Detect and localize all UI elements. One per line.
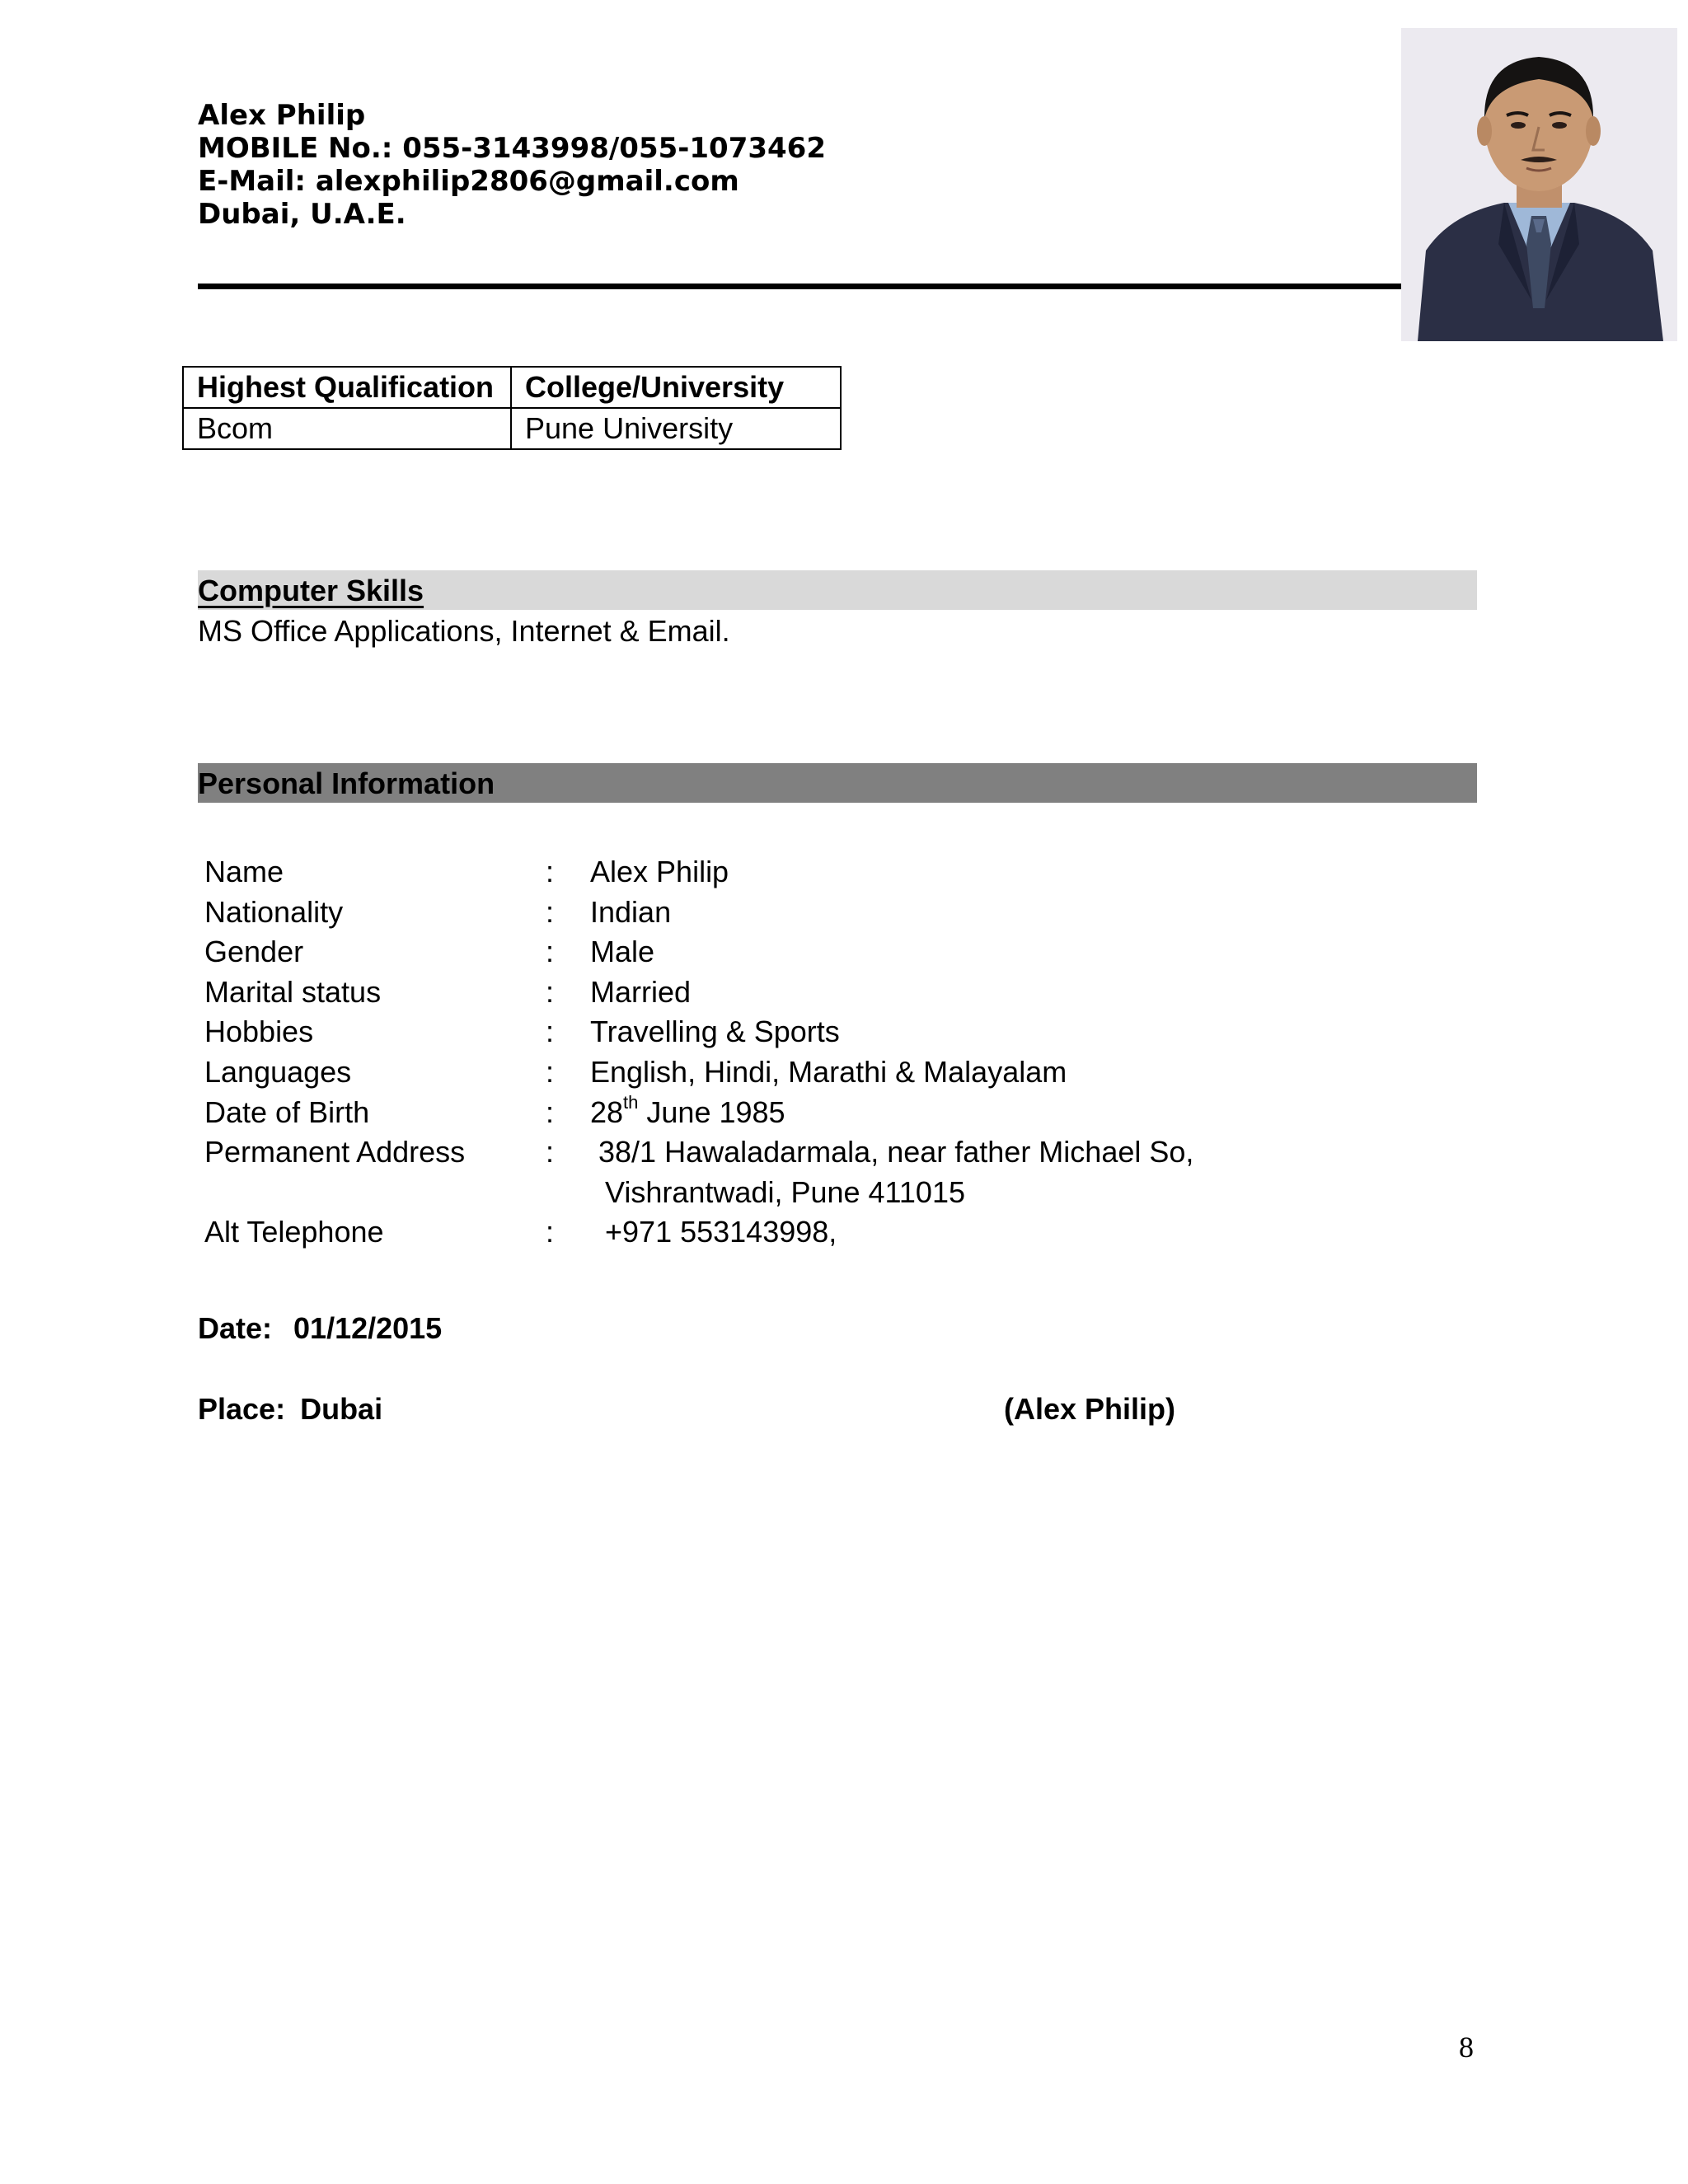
info-value: Male — [590, 935, 655, 969]
candidate-name: Alex Philip — [198, 99, 366, 132]
info-value: English, Hindi, Marathi & Malayalam — [590, 1054, 1067, 1089]
email-address: E-Mail: alexphilip2806@gmail.com — [198, 165, 739, 198]
info-value — [590, 1093, 785, 1132]
place-line — [198, 1390, 382, 1429]
date-value: 01/12/2015 — [293, 1311, 443, 1345]
info-label: Date of Birth — [204, 1094, 370, 1129]
info-separator: : — [546, 935, 555, 969]
computer-skills-heading — [198, 570, 1477, 610]
info-label: Alt Telephone — [204, 1215, 384, 1249]
info-value: Indian — [590, 894, 672, 929]
profile-photo-icon — [1401, 28, 1677, 341]
info-separator: : — [546, 855, 555, 888]
info-separator: : — [546, 894, 555, 929]
info-value: Vishrantwadi, Pune 411015 — [605, 1174, 965, 1209]
info-separator: : — [546, 1054, 555, 1089]
dob-rest: June 1985 — [638, 1094, 785, 1129]
table-row — [183, 408, 841, 449]
profile-photo — [1401, 28, 1677, 341]
date-label: Date: — [198, 1311, 273, 1345]
table-cell-qualification: Bcom — [183, 408, 511, 449]
computer-skills-title: Computer Skills — [198, 574, 424, 607]
info-separator: : — [546, 1135, 555, 1169]
signature-name: (Alex Philip) — [1004, 1392, 1176, 1426]
info-separator: : — [546, 1215, 555, 1249]
qualification-table — [182, 366, 842, 450]
dob-suffix: th — [623, 1091, 639, 1113]
location: Dubai, U.A.E. — [198, 198, 406, 231]
table-header-college: College/University — [511, 367, 841, 408]
table-header-row — [183, 367, 841, 408]
personal-information-heading — [198, 763, 1477, 803]
info-value: 38/1 Hawaladarmala, near father Michael So, — [598, 1135, 1194, 1169]
table-header-qualification: Highest Qualification — [183, 367, 511, 408]
place-value: Dubai — [300, 1392, 383, 1426]
info-separator: : — [546, 974, 555, 1009]
table-cell-college: Pune University — [511, 408, 841, 449]
dob-day: 28 — [590, 1094, 624, 1129]
info-label: Languages — [204, 1054, 352, 1089]
info-label: Name — [204, 855, 284, 888]
page-number: 8 — [1459, 2031, 1474, 2064]
info-value: Travelling & Sports — [590, 1015, 840, 1049]
info-value: +971 553143998, — [605, 1215, 837, 1249]
info-label: Marital status — [204, 974, 382, 1009]
info-separator: : — [546, 1094, 555, 1129]
info-label: Gender — [204, 935, 304, 969]
computer-skills-text: MS Office Applications, Internet & Email. — [198, 614, 730, 648]
info-value: Married — [590, 974, 692, 1009]
info-value: Alex Philip — [590, 855, 729, 888]
contact-block — [198, 99, 826, 231]
header-divider — [198, 284, 1510, 289]
date-line — [198, 1309, 442, 1348]
info-label: Permanent Address — [204, 1135, 466, 1169]
personal-information-title: Personal Information — [198, 766, 495, 800]
info-label: Hobbies — [204, 1015, 314, 1049]
info-separator: : — [546, 1015, 555, 1049]
place-label: Place: — [198, 1392, 286, 1426]
mobile-number: MOBILE No.: 055-3143998/055-1073462 — [198, 132, 826, 165]
info-label: Nationality — [204, 894, 344, 929]
